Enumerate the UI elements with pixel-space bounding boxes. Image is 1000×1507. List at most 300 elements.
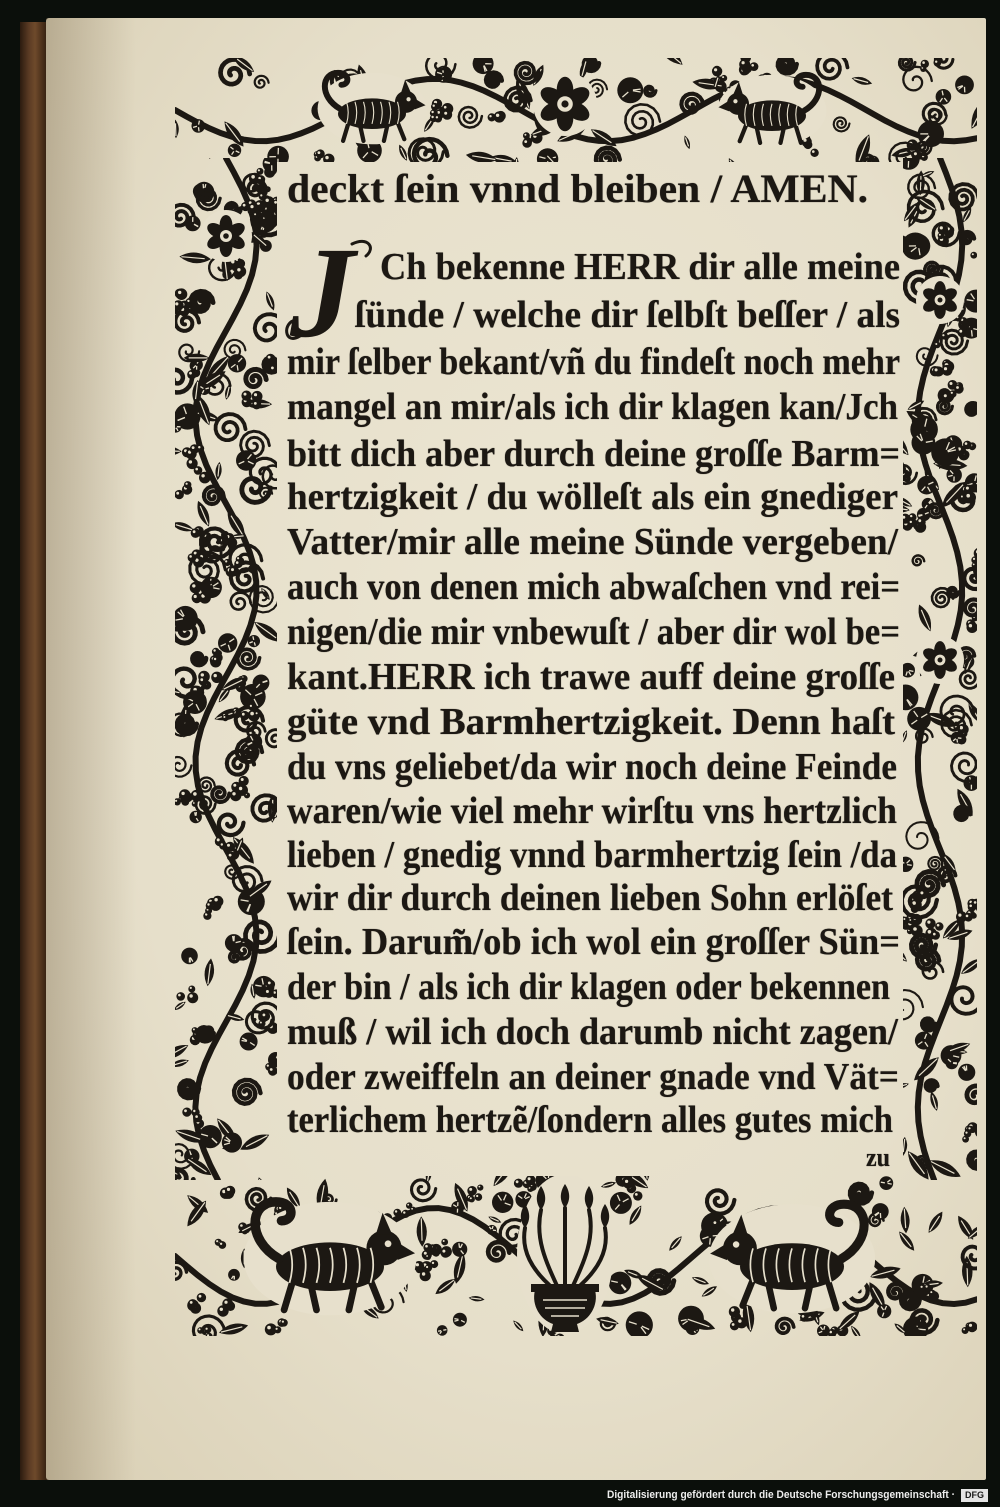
- text-line-6: bitt dich aber durch deine groſſe Barm=: [287, 433, 901, 475]
- berry-highlight: [271, 367, 274, 370]
- berry-highlight: [961, 496, 963, 498]
- berry: [225, 842, 235, 852]
- scroll-spiral: [263, 466, 290, 489]
- top-border-ornament: [172, 41, 993, 177]
- berry: [192, 801, 198, 807]
- bud-hatch: [633, 89, 641, 90]
- berry-highlight: [407, 1204, 409, 1206]
- bud-hatch: [972, 330, 973, 336]
- berry-highlight: [233, 784, 236, 787]
- scroll-spiral: [255, 76, 269, 88]
- berry-highlight: [266, 990, 269, 993]
- scroll-spiral: [968, 1152, 987, 1169]
- berry-highlight: [426, 1266, 428, 1268]
- berry-highlight: [837, 1340, 840, 1343]
- bud: [922, 498, 934, 510]
- bud-hatch: [199, 127, 200, 131]
- bud: [917, 476, 936, 495]
- scroll-spiral: [219, 815, 244, 836]
- flower-bud: [228, 144, 241, 157]
- berry-highlight: [181, 792, 184, 795]
- berry-highlight: [280, 210, 282, 212]
- berry-highlight: [431, 111, 433, 113]
- berry: [917, 518, 926, 527]
- berry-highlight: [260, 194, 262, 196]
- beast-head: [723, 1232, 757, 1266]
- berry-highlight: [195, 468, 198, 471]
- berry: [176, 992, 185, 1001]
- bud: [900, 663, 915, 678]
- bud: [617, 77, 643, 103]
- berry-cluster: [215, 1239, 227, 1249]
- bud: [626, 1311, 653, 1338]
- flower-bud: [245, 733, 262, 750]
- berry-highlight: [969, 905, 972, 908]
- vine-leaf: [468, 1295, 485, 1302]
- berry: [964, 913, 973, 922]
- berry-highlight: [743, 55, 746, 58]
- deer-ornament: [709, 1204, 875, 1313]
- vine-leaf: [487, 1215, 502, 1225]
- berry-highlight: [436, 116, 438, 118]
- berry: [549, 1335, 558, 1344]
- berry-highlight: [318, 151, 321, 154]
- berry-highlight: [267, 1326, 271, 1330]
- berry: [469, 1196, 475, 1202]
- berry: [902, 917, 908, 923]
- berry-highlight: [901, 237, 903, 239]
- berry-cluster: [971, 548, 985, 569]
- bud: [248, 635, 260, 647]
- berry-highlight: [422, 1272, 425, 1275]
- berry-highlight: [424, 1252, 427, 1255]
- berry-highlight: [254, 393, 257, 396]
- berry-highlight: [443, 1240, 445, 1242]
- berry-highlight: [965, 1132, 967, 1134]
- berry-highlight: [516, 1180, 519, 1183]
- berry-highlight: [214, 658, 216, 660]
- berry: [280, 1319, 288, 1327]
- berry: [523, 132, 530, 139]
- bud: [437, 1325, 448, 1336]
- flower-bud: [936, 89, 952, 105]
- berry: [712, 1219, 721, 1228]
- flower-bud: [228, 1269, 240, 1281]
- berry-highlight: [263, 1014, 266, 1017]
- berry-highlight: [969, 624, 972, 627]
- berry: [942, 365, 953, 376]
- bud-hatch: [277, 1058, 282, 1059]
- berry: [477, 1185, 483, 1191]
- berry-cluster: [210, 648, 223, 668]
- bud: [898, 857, 913, 872]
- berry-highlight: [751, 64, 754, 67]
- berry-highlight: [266, 199, 269, 202]
- beast-eye: [733, 1241, 740, 1248]
- beast-head: [366, 1230, 401, 1265]
- berry: [224, 559, 231, 566]
- berry-highlight: [193, 802, 195, 804]
- berry-highlight: [184, 1109, 187, 1112]
- berry-highlight: [239, 787, 242, 790]
- vine-leaf: [465, 150, 498, 165]
- scroll-spiral: [246, 369, 266, 386]
- text-line-20: oder zweiffeln an deiner gnade vnd Vät=: [287, 1056, 899, 1098]
- berry: [211, 672, 222, 683]
- berry-highlight: [524, 134, 526, 136]
- scroll-spiral: [516, 63, 539, 84]
- scroll-spiral: [177, 716, 197, 734]
- flower-bud: [492, 1192, 513, 1213]
- scroll-spiral: [817, 52, 847, 79]
- bud-hatch: [199, 121, 200, 125]
- text-line-2: Ch bekenne HERR dir alle meine: [380, 246, 901, 288]
- scroll-spiral: [238, 649, 260, 669]
- vine-leaf: [954, 1213, 977, 1242]
- berry: [935, 922, 943, 930]
- berry-highlight: [192, 446, 195, 449]
- berry-highlight: [224, 1301, 227, 1304]
- berry-cluster: [466, 1185, 483, 1203]
- berry-highlight: [928, 930, 932, 934]
- left-border-ornament: [147, 126, 295, 1197]
- bud: [199, 383, 211, 395]
- vine-leaf: [172, 120, 179, 139]
- vine-leaf: [700, 1284, 719, 1299]
- berry: [971, 556, 979, 564]
- berry-highlight: [635, 1193, 638, 1196]
- berry: [187, 992, 198, 1003]
- scroll-spiral: [899, 56, 915, 70]
- vine-leaf: [966, 95, 993, 131]
- scroll-spiral: [967, 403, 980, 414]
- vine-leaf: [238, 1130, 272, 1154]
- berry-highlight: [922, 61, 925, 64]
- text-line-13: du vns geliebet/da wir noch deine Feinde: [287, 746, 897, 788]
- berry: [227, 852, 237, 862]
- berry: [173, 300, 184, 311]
- berry-cluster: [966, 615, 978, 633]
- berry: [235, 266, 246, 277]
- berry: [967, 622, 978, 633]
- berry: [623, 1178, 634, 1189]
- bud: [817, 1325, 830, 1338]
- bud: [907, 707, 931, 731]
- beast-eye: [733, 99, 737, 103]
- berry-highlight: [282, 1321, 284, 1323]
- berry-highlight: [469, 1188, 472, 1191]
- berry-highlight: [172, 307, 175, 310]
- scroll-spiral: [926, 1080, 938, 1091]
- berry-cluster: [203, 896, 223, 920]
- flower-bud: [218, 633, 237, 652]
- berry: [206, 1333, 213, 1340]
- berry: [730, 1321, 739, 1330]
- bud-hatch: [888, 1183, 892, 1184]
- bud-hatch: [242, 1041, 247, 1042]
- flower-rosette: [533, 72, 597, 136]
- flower-bud: [964, 290, 987, 313]
- berry-highlight: [433, 105, 435, 107]
- scroll-spiral: [191, 291, 214, 311]
- berry-highlight: [958, 914, 961, 917]
- flower-bud: [879, 1176, 893, 1190]
- berry-highlight: [251, 175, 255, 179]
- berry-highlight: [940, 226, 943, 229]
- berry-highlight: [812, 150, 815, 153]
- flower-rosette: [916, 276, 964, 324]
- bud: [879, 1176, 893, 1190]
- berry: [964, 492, 976, 504]
- berry-highlight: [256, 712, 258, 714]
- flower-bud: [173, 606, 198, 631]
- berry-highlight: [199, 1328, 201, 1330]
- leaf-blade: [966, 95, 993, 131]
- berry-highlight: [175, 800, 177, 802]
- berry-highlight: [937, 924, 940, 927]
- text-line-16: wir dir durch deinen lieben Sohn erlöſet: [287, 877, 894, 919]
- scroll-spiral: [253, 795, 282, 820]
- berry: [212, 648, 220, 656]
- berry-highlight: [201, 673, 204, 676]
- berry-highlight: [968, 1127, 970, 1129]
- bud: [228, 354, 246, 372]
- berry-highlight: [950, 382, 953, 385]
- berry-highlight: [802, 1315, 805, 1318]
- berry: [393, 1209, 401, 1217]
- berry-cluster: [176, 986, 198, 1004]
- bud: [610, 1192, 632, 1214]
- vine-leaf: [900, 1137, 908, 1157]
- berry-cluster: [265, 1318, 288, 1335]
- berry: [800, 1313, 809, 1322]
- bud: [222, 1132, 242, 1152]
- berry-highlight: [965, 442, 968, 445]
- berry: [187, 458, 198, 469]
- berry-highlight: [476, 1195, 478, 1197]
- berry: [941, 333, 948, 340]
- bud-hatch: [492, 1226, 493, 1229]
- berry: [197, 1327, 204, 1334]
- flower-bud: [437, 1325, 448, 1336]
- flower-bud: [199, 1125, 222, 1148]
- berry-highlight: [214, 674, 217, 677]
- flower-rosette: [200, 210, 252, 262]
- berry: [924, 1284, 931, 1291]
- scroll-spiral: [486, 73, 502, 87]
- berry-highlight: [910, 521, 912, 523]
- berry-highlight: [432, 1262, 434, 1264]
- berry: [230, 790, 241, 801]
- berry-highlight: [220, 1243, 222, 1245]
- berry: [911, 925, 923, 937]
- flower-bud: [893, 685, 919, 711]
- flower-bud: [958, 1064, 975, 1081]
- bud-hatch: [277, 1060, 282, 1061]
- berry-highlight: [976, 550, 979, 553]
- berry: [229, 566, 239, 576]
- berry-highlight: [217, 838, 220, 841]
- berry: [978, 250, 988, 260]
- berry-highlight: [193, 1110, 195, 1112]
- berry: [949, 390, 956, 397]
- berry-highlight: [267, 1065, 269, 1067]
- berry-cluster: [224, 556, 245, 577]
- berry-cluster: [440, 1239, 452, 1258]
- scroll-spiral: [234, 1080, 260, 1104]
- bud-hatch: [976, 483, 982, 485]
- vine-leaf: [656, 41, 686, 69]
- berry-highlight: [935, 61, 937, 63]
- berry-highlight: [524, 140, 527, 143]
- text-line-19: muß / wil ich doch darumb nicht zagen/: [287, 1011, 898, 1053]
- berry-highlight: [200, 678, 203, 681]
- vine-leaf: [512, 1319, 526, 1333]
- text-line-5: mangel an mir/als ich dir klagen kan/Jch: [287, 386, 899, 428]
- berry: [188, 986, 195, 993]
- flower-bud: [453, 1313, 467, 1327]
- flower-bud: [240, 1033, 258, 1051]
- leaf-vein: [234, 536, 243, 537]
- berry: [970, 252, 977, 259]
- berry-highlight: [223, 716, 225, 718]
- berry-highlight: [910, 515, 912, 517]
- flower-bud: [225, 934, 243, 952]
- berry-highlight: [966, 494, 970, 498]
- berry-highlight: [973, 564, 975, 566]
- berry-highlight: [411, 1208, 413, 1210]
- scroll-spiral: [967, 1086, 987, 1103]
- bud-hatch: [443, 1330, 446, 1331]
- berry: [212, 656, 220, 664]
- berry-highlight: [900, 919, 903, 922]
- scroll-spiral: [961, 232, 974, 243]
- text-line-7: hertzigkeit / du wölleſt als ein gnediger: [287, 476, 899, 518]
- berry-highlight: [281, 202, 283, 204]
- text-line-10: nigen/die mir vnbewuſt / aber dir wol be=: [287, 611, 900, 653]
- scroll-spiral: [266, 730, 286, 747]
- vine-leaf: [683, 135, 692, 150]
- berry-highlight: [254, 402, 257, 405]
- berry-highlight: [232, 792, 235, 795]
- leaf-vein: [210, 134, 216, 157]
- berry-highlight: [981, 252, 984, 255]
- flower-bud: [609, 1272, 632, 1295]
- berry-highlight: [403, 1211, 405, 1213]
- vine-leaf: [835, 1308, 863, 1334]
- bud: [964, 290, 987, 313]
- berry-highlight: [277, 1060, 279, 1062]
- berry: [921, 60, 929, 68]
- berry-highlight: [742, 61, 745, 64]
- berry-highlight: [207, 1334, 209, 1336]
- berry: [323, 154, 334, 165]
- berry: [721, 75, 727, 81]
- berry-highlight: [914, 152, 917, 155]
- berry-highlight: [972, 253, 974, 255]
- scroll-spiral: [951, 987, 983, 1014]
- berry-highlight: [416, 1263, 419, 1266]
- berry-highlight: [258, 169, 260, 171]
- flower-bud: [199, 383, 211, 395]
- berry: [423, 1243, 432, 1252]
- berry-highlight: [944, 367, 947, 370]
- berry-highlight: [978, 905, 981, 908]
- berry-cluster: [962, 1122, 987, 1142]
- berry-highlight: [276, 1328, 278, 1330]
- berry: [933, 366, 943, 376]
- flower-bud: [900, 663, 915, 678]
- text-line-15: lieben / gnedig vnnd barmhertzig ſein /da: [287, 834, 897, 876]
- vine-leaf: [203, 958, 216, 987]
- berry-highlight: [714, 68, 717, 71]
- flower-bud: [922, 498, 934, 510]
- berry: [962, 1327, 969, 1334]
- catchword: zu: [866, 1143, 891, 1172]
- berry: [925, 918, 935, 928]
- berry: [222, 715, 228, 721]
- bud-hatch: [206, 388, 209, 389]
- berry: [729, 1306, 740, 1317]
- berry-highlight: [926, 1285, 928, 1287]
- berry: [279, 200, 286, 207]
- berry-highlight: [927, 921, 930, 924]
- rosette-dot: [561, 100, 568, 107]
- flower-bud: [626, 1311, 653, 1338]
- berry: [739, 59, 750, 70]
- rosette-dot: [938, 298, 943, 303]
- scroll-spiral: [167, 1262, 187, 1279]
- vine-leaf: [896, 1229, 917, 1253]
- berry-highlight: [625, 1180, 628, 1183]
- berry: [908, 519, 916, 527]
- vine-leaf: [925, 1209, 946, 1235]
- vine-leaf: [928, 1091, 940, 1112]
- scroll-spiral: [834, 117, 850, 131]
- berry: [931, 931, 940, 940]
- berry: [252, 400, 261, 409]
- berry-highlight: [189, 994, 192, 997]
- vine-leaf: [899, 729, 908, 744]
- scroll-spiral: [901, 1293, 919, 1310]
- berry-highlight: [194, 595, 197, 598]
- berry-highlight: [935, 52, 938, 55]
- bud: [245, 733, 262, 750]
- flower-bud: [451, 1201, 464, 1214]
- berry-highlight: [933, 933, 936, 936]
- text-line-21: terlichem hertzẽ/ſondern alles gutes mich: [287, 1099, 893, 1141]
- flower-bud: [877, 1304, 891, 1318]
- berry-highlight: [189, 372, 192, 375]
- berry-highlight: [973, 558, 975, 560]
- bud-hatch: [454, 1319, 458, 1320]
- dfg-logo: DFG: [961, 1489, 988, 1502]
- berry-cluster: [514, 1175, 537, 1192]
- berry-highlight: [951, 392, 953, 394]
- berry-highlight: [935, 368, 938, 371]
- berry: [633, 1191, 642, 1200]
- hound-ornament: [244, 1202, 417, 1315]
- berry: [257, 168, 264, 175]
- berry: [425, 1254, 431, 1260]
- berry-cluster: [423, 1243, 442, 1260]
- scroll-spiral: [948, 587, 959, 597]
- berry-highlight: [431, 116, 433, 118]
- bud: [609, 1272, 632, 1295]
- berry-cluster: [220, 1186, 235, 1199]
- berry-highlight: [190, 1301, 193, 1304]
- berry-cluster: [217, 1298, 235, 1316]
